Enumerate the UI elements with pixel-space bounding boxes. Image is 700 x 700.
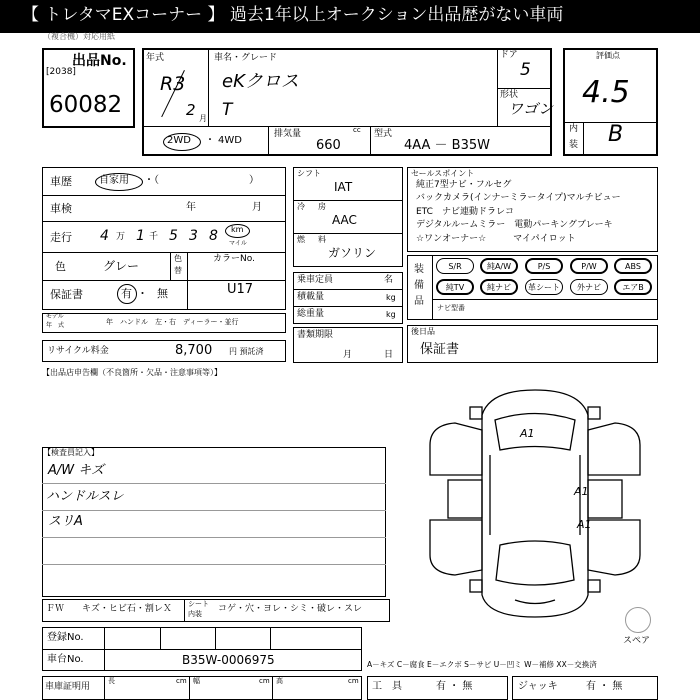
seat-options: コゲ・穴・ヨレ・シミ・破レ・スレ: [218, 604, 363, 614]
mileage-d5: 3: [189, 228, 198, 244]
jack-options: 有 ・ 無: [586, 681, 623, 692]
mileage-d3: 千: [149, 232, 159, 242]
grade: T: [222, 100, 233, 120]
score-value: 4.5: [582, 75, 630, 110]
seat-label-2: 内装: [188, 610, 202, 618]
shift-value: IAT: [334, 180, 353, 194]
doors-value: 5: [520, 60, 531, 80]
expiry-day: 日: [384, 350, 394, 360]
equip-leather: 革シート: [525, 279, 563, 295]
sales-line-2: バックカメラ(インナーミラータイプ)マルチビュー: [416, 193, 621, 203]
body-label: 形状: [500, 90, 519, 100]
mileage-d0: 4: [100, 228, 109, 244]
inspection-month: 月: [252, 202, 262, 213]
mileage-d2: 1: [136, 228, 145, 244]
vin-label: 車台No.: [47, 654, 84, 665]
capacity-unit: 名: [384, 275, 394, 285]
navi-label: ナビ型番: [437, 304, 465, 312]
equip-airbag: エアB: [614, 279, 652, 295]
warranty-sep: ・: [137, 287, 148, 300]
capacity-label: 乗車定員: [297, 275, 334, 285]
damage-mark-2: A1: [574, 485, 589, 498]
seat-label-1: シート: [188, 600, 209, 608]
damage-mark-1: A1: [520, 427, 535, 440]
load-unit: kg: [386, 293, 396, 302]
color-value: グレー: [103, 259, 140, 273]
equip-ext-navi: 外ナビ: [570, 279, 608, 295]
equip-tv: 純TV: [436, 279, 474, 295]
spare-label: スペア: [623, 636, 651, 646]
warranty-yes: 有: [121, 287, 132, 300]
equip-abs: ABS: [614, 258, 652, 274]
history-paren: ・（ ）: [144, 175, 259, 186]
interior-label-1: 内: [569, 124, 579, 134]
after-value: 保証書: [420, 342, 460, 357]
recycle-unit: 円 預託済: [229, 347, 264, 356]
after-label: 後日品: [411, 327, 435, 336]
recycle-value: 8,700: [175, 343, 213, 358]
equip-navi: 純ナビ: [480, 279, 518, 295]
damage-mark-3: A1: [577, 518, 592, 531]
vin-value: B35W-0006975: [182, 653, 275, 667]
model-year-label-1: モデル: [46, 313, 64, 320]
inspector-note-2: ハンドルスレ: [46, 489, 124, 504]
sales-line-1: 純正7型ナビ・フルセグ: [416, 180, 512, 190]
partial-note: （複合機）対応用紙: [43, 32, 115, 41]
equip-pw: P/W: [570, 258, 608, 274]
year-label: 年式: [146, 53, 165, 63]
weight-label: 総重量: [297, 309, 325, 319]
ac-label-2: 房: [318, 202, 326, 211]
score-label: 評価点: [596, 51, 620, 60]
mileage-label: 走行: [50, 231, 72, 244]
ac-label-1: 冷: [297, 202, 305, 211]
lot-label: 出品No.: [72, 53, 127, 69]
year-value: R3: [160, 73, 186, 95]
expiry-month: 月: [343, 350, 353, 360]
cert-length: 長: [108, 677, 115, 685]
equip-sr: S/R: [436, 258, 474, 274]
ac-value: AAC: [332, 213, 357, 227]
inspector-label: 【検査員記入】: [43, 448, 99, 457]
mileage-d4: 5: [169, 228, 178, 244]
warranty-label: 保証書: [50, 288, 83, 301]
mileage-d1: 万: [116, 232, 126, 242]
color-change-2: 替: [174, 266, 182, 275]
cert-width: 幅: [193, 677, 200, 685]
expiry-label: 書類期限: [297, 330, 334, 340]
cert-label: 車庫証明用: [45, 682, 91, 692]
drive-4wd: 4WD: [218, 135, 242, 146]
car-name: eKクロス: [222, 71, 299, 92]
sales-label: セールスポイント: [411, 169, 475, 178]
tools-label: 工 具: [372, 681, 402, 692]
equip-label-1: 装: [414, 264, 424, 275]
color-label: 色: [55, 260, 66, 273]
model-year-row: 年 ハンドル 左・右 ディーラー・並行: [106, 318, 239, 326]
mileage-km: km: [231, 225, 244, 234]
displacement-label: 排気量: [274, 129, 302, 139]
model-value: 4AA － B35W: [404, 138, 490, 153]
damage-legend: A－キズ C－腐食 E－エクボ S－サビ U－凹ミ W－補修 XX－交換済: [367, 660, 597, 669]
inspection-label: 車検: [50, 202, 72, 215]
cert-height: 高: [276, 677, 283, 685]
fuel-label-2: 料: [318, 235, 326, 244]
body-value: ワゴン: [508, 100, 554, 118]
sales-line-5: ☆ワンオーナー☆ マイパイロット: [416, 234, 576, 244]
drive-2wd: 2WD: [167, 135, 191, 146]
model-label: 型式: [374, 129, 393, 139]
color-change-1: 色: [174, 254, 182, 263]
fw-options: キズ・ヒビ石・割レＸ: [82, 604, 172, 614]
name-label: 車名・グレード: [214, 53, 278, 63]
reg-label: 登録No.: [47, 632, 84, 643]
lot-code: [2038]: [46, 67, 76, 77]
inspector-note-1: A/W キズ: [48, 463, 104, 478]
fw-label: ＦＷ: [46, 604, 65, 614]
spare-tire-icon: [625, 607, 651, 633]
sales-line-4: デジタルルームミラー 電動パーキングブレーキ: [416, 220, 613, 230]
banner-text: 【 トレタマEXコーナー 】 過去1年以上オークション出品歴がない車両: [22, 5, 564, 25]
model-year-label-2: 年 式: [46, 322, 65, 329]
equip-awheel: 純A/W: [480, 258, 518, 274]
equip-label-3: 品: [414, 296, 424, 307]
tools-options: 有 ・ 無: [436, 681, 473, 692]
inspector-note-3: スリA: [48, 514, 83, 529]
warranty-no: 無: [157, 287, 168, 300]
color-no-value: U17: [227, 282, 254, 297]
equip-label-2: 備: [414, 280, 424, 291]
interior-value: B: [608, 122, 624, 147]
jack-label: ジャッキ: [518, 681, 558, 692]
equip-ps: P/S: [525, 258, 563, 274]
header-box: [142, 48, 552, 156]
recycle-label: リサイクル料金: [47, 346, 109, 356]
interior-label-2: 装: [569, 140, 579, 150]
sales-line-3: ETC ナビ連動ドラレコ: [416, 207, 514, 217]
cert-cm-3: cm: [348, 677, 359, 685]
color-no-label: カラーNo.: [213, 254, 255, 264]
mileage-d6: 8: [209, 228, 218, 244]
month-value: 2: [186, 101, 196, 119]
load-label: 積載量: [297, 292, 325, 302]
cert-cm-2: cm: [259, 677, 270, 685]
shift-label: シフト: [297, 169, 321, 178]
month-unit: 月: [199, 114, 207, 123]
fuel-label-1: 燃: [297, 235, 305, 244]
history-value: 自家用: [99, 175, 129, 186]
displacement-value: 660: [316, 138, 341, 153]
inspection-year: 年: [186, 202, 196, 213]
weight-unit: kg: [386, 310, 396, 319]
seller-notes-label: 【出品店申告欄（不良箇所・欠品・注意事項等）】: [42, 368, 222, 377]
lot-number: 60082: [49, 92, 123, 118]
drive-dot: ・: [205, 135, 215, 146]
car-diagram: [410, 385, 660, 625]
mileage-mile: マイル: [229, 240, 247, 247]
cert-cm-1: cm: [176, 677, 187, 685]
history-label: 車歴: [50, 175, 72, 188]
displacement-unit: cc: [353, 126, 361, 134]
doors-label: ドア: [500, 50, 518, 60]
fuel-value: ガソリン: [328, 246, 377, 260]
